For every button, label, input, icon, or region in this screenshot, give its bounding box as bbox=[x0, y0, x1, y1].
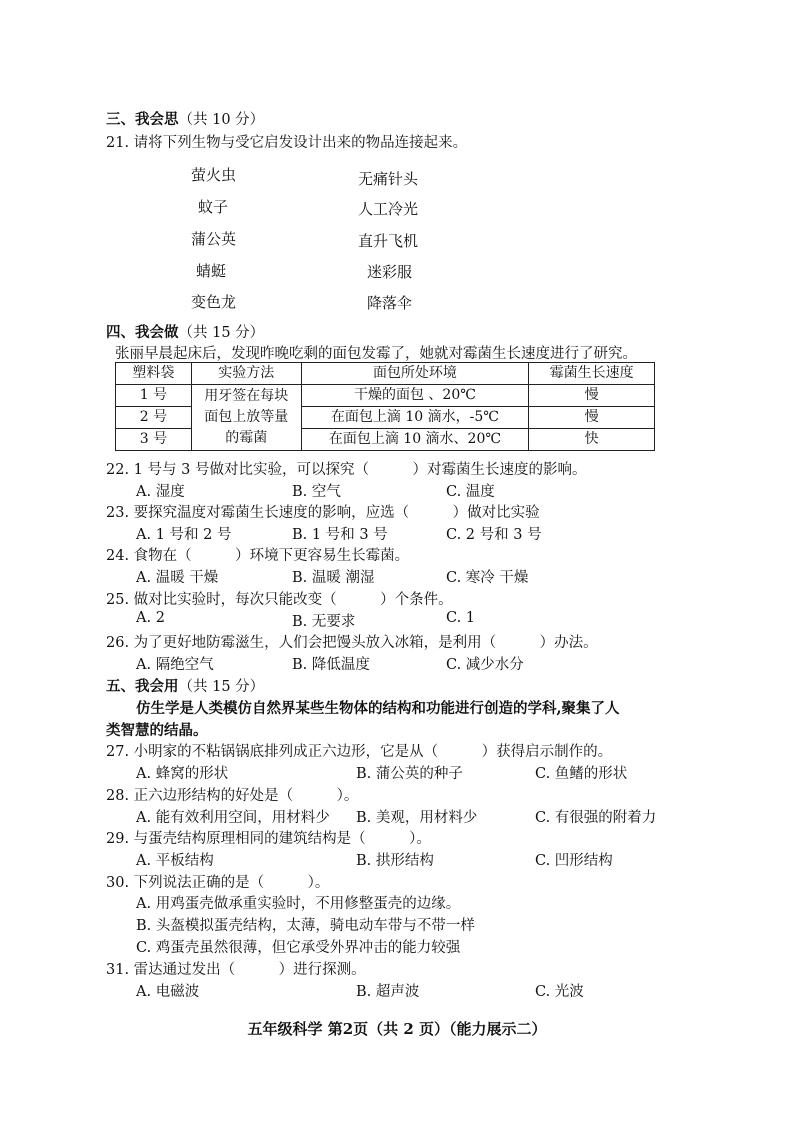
table-header: 面包所处环境 bbox=[301, 363, 529, 385]
table-header: 塑料袋 bbox=[116, 363, 192, 385]
section5-intro-line1: 仿生学是人类模仿自然界某些生物体的结构和功能进行创造的学科,聚集了人 bbox=[136, 700, 620, 717]
option-c: C. 鸡蛋壳虽然很薄，但它承受外界冲击的能力较强 bbox=[136, 940, 461, 956]
question-21: 21. 请将下列生物与受它启发设计出来的物品连接起来。 bbox=[106, 135, 468, 151]
method-line: 的霉菌 bbox=[225, 430, 268, 446]
env-cell: 在面包上滴 10 滴水、20℃ bbox=[301, 429, 529, 451]
option-c: C. 减少水分 bbox=[446, 657, 524, 673]
bag-cell: 2 号 bbox=[116, 407, 192, 429]
option-c: C. 1 bbox=[446, 610, 476, 626]
option-a: A. 能有效利用空间，用材料少 bbox=[136, 810, 330, 826]
option-b: B. 蒲公英的种子 bbox=[356, 766, 463, 782]
section3-title bbox=[106, 108, 264, 129]
speed-cell: 快 bbox=[529, 429, 655, 451]
option-c: C. 寒冷 干燥 bbox=[446, 570, 529, 586]
option-b: B. 超声波 bbox=[356, 984, 420, 1000]
option-b: B. 空气 bbox=[292, 484, 341, 500]
option-a: A. 1 号和 2 号 bbox=[136, 527, 232, 543]
env-cell: 干燥的面包 、20℃ bbox=[301, 385, 529, 407]
section4-title bbox=[106, 321, 264, 342]
option-a: A. 2 bbox=[136, 610, 165, 626]
option-a: A. 蜂窝的形状 bbox=[136, 766, 229, 782]
match-left-item: 蜻蜓 bbox=[196, 262, 227, 280]
section3-score: （共 10 分） bbox=[178, 112, 265, 128]
option-b: B. 无要求 bbox=[292, 614, 356, 630]
section5-intro-line2: 类智慧的结晶。 bbox=[106, 722, 208, 739]
table-row bbox=[116, 385, 655, 407]
question-29: 29. 与蛋壳结构原理相同的建筑结构是（ ）。 bbox=[106, 831, 431, 847]
method-line: 用牙签在每块 bbox=[204, 388, 289, 404]
match-left-item: 变色龙 bbox=[191, 293, 237, 311]
question-22: 22. 1 号与 3 号做对比实验，可以探究（ ）对霉菌生长速度的影响。 bbox=[106, 462, 587, 478]
section4-score: （共 15 分） bbox=[178, 325, 265, 341]
env-cell: 在面包上滴 10 滴水，-5℃ bbox=[301, 407, 529, 429]
match-right-item: 降落伞 bbox=[367, 294, 413, 312]
bag-cell: 1 号 bbox=[116, 385, 192, 407]
option-c: C. 有很强的附着力 bbox=[535, 810, 657, 826]
table-header: 实验方法 bbox=[191, 363, 301, 385]
option-b: B. 1 号和 3 号 bbox=[292, 527, 388, 543]
question-31: 31. 雷达通过发出（ ）进行探测。 bbox=[106, 962, 366, 978]
question-27: 27. 小明家的不粘锅锅底排列成正六边形，它是从（ ）获得启示制作的。 bbox=[106, 744, 613, 760]
option-a: A. 温暖 干燥 bbox=[136, 570, 219, 586]
option-a: A. 平板结构 bbox=[136, 853, 214, 869]
match-right-item: 迷彩服 bbox=[367, 263, 413, 281]
option-c: C. 光波 bbox=[535, 984, 584, 1000]
section5-score: （共 15 分） bbox=[178, 679, 265, 695]
option-b: B. 拱形结构 bbox=[356, 853, 434, 869]
match-left-item: 蚊子 bbox=[198, 198, 229, 216]
section4-intro: 张丽早晨起床后，发现昨晚吃剩的面包发霉了，她就对霉菌生长速度进行了研究。 bbox=[115, 346, 637, 362]
match-right-item: 直升飞机 bbox=[358, 232, 419, 250]
option-b: B. 美观，用材料少 bbox=[356, 810, 478, 826]
method-line: 面包上放等量 bbox=[204, 409, 289, 425]
option-c: C. 2 号和 3 号 bbox=[446, 527, 542, 543]
option-b: B. 温暖 潮湿 bbox=[292, 570, 375, 586]
match-left-item: 萤火虫 bbox=[191, 166, 237, 184]
speed-cell: 慢 bbox=[529, 407, 655, 429]
option-a: A. 湿度 bbox=[136, 484, 185, 500]
question-28: 28. 正六边形结构的好处是（ ）。 bbox=[106, 788, 359, 804]
match-right-item: 人工冷光 bbox=[358, 200, 419, 218]
section3-heading: 三、我会思 bbox=[106, 111, 179, 128]
option-b: B. 降低温度 bbox=[292, 657, 370, 673]
question-25: 25. 做对比实验时，每次只能改变（ ）个条件。 bbox=[106, 592, 453, 608]
option-a: A. 隔绝空气 bbox=[136, 657, 214, 673]
option-c: C. 鱼鳍的形状 bbox=[535, 766, 628, 782]
option-c: C. 温度 bbox=[446, 484, 495, 500]
method-cell bbox=[191, 385, 301, 451]
option-c: C. 凹形结构 bbox=[535, 853, 613, 869]
table-header-row bbox=[116, 363, 655, 385]
speed-cell: 慢 bbox=[529, 385, 655, 407]
table-header: 霉菌生长速度 bbox=[529, 363, 655, 385]
option-a: A. 用鸡蛋壳做承重实验时，不用修整蛋壳的边缘。 bbox=[136, 896, 461, 912]
experiment-table bbox=[115, 362, 655, 451]
section4-heading: 四、我会做 bbox=[106, 324, 179, 341]
section5-title bbox=[106, 675, 264, 696]
question-26: 26. 为了更好地防霉滋生，人们会把馒头放入冰箱，是利用（ ）办法。 bbox=[106, 635, 598, 651]
option-a: A. 电磁波 bbox=[136, 984, 200, 1000]
section5-heading: 五、我会用 bbox=[106, 678, 179, 695]
option-b: B. 头盔模拟蛋壳结构，太薄，骑电动车带与不带一样 bbox=[136, 918, 475, 934]
match-left-item: 蒲公英 bbox=[191, 230, 237, 248]
bag-cell: 3 号 bbox=[116, 429, 192, 451]
page-footer: 五年级科学 第2页（共 2 页）（能力展示二） bbox=[247, 1020, 547, 1038]
question-30: 30. 下列说法正确的是（ ）。 bbox=[106, 875, 330, 891]
question-23: 23. 要探究温度对霉菌生长速度的影响，应选（ ）做对比实验 bbox=[106, 505, 540, 521]
match-right-item: 无痛针头 bbox=[358, 170, 419, 188]
question-24: 24. 食物在（ ）环境下更容易生长霉菌。 bbox=[106, 548, 410, 564]
